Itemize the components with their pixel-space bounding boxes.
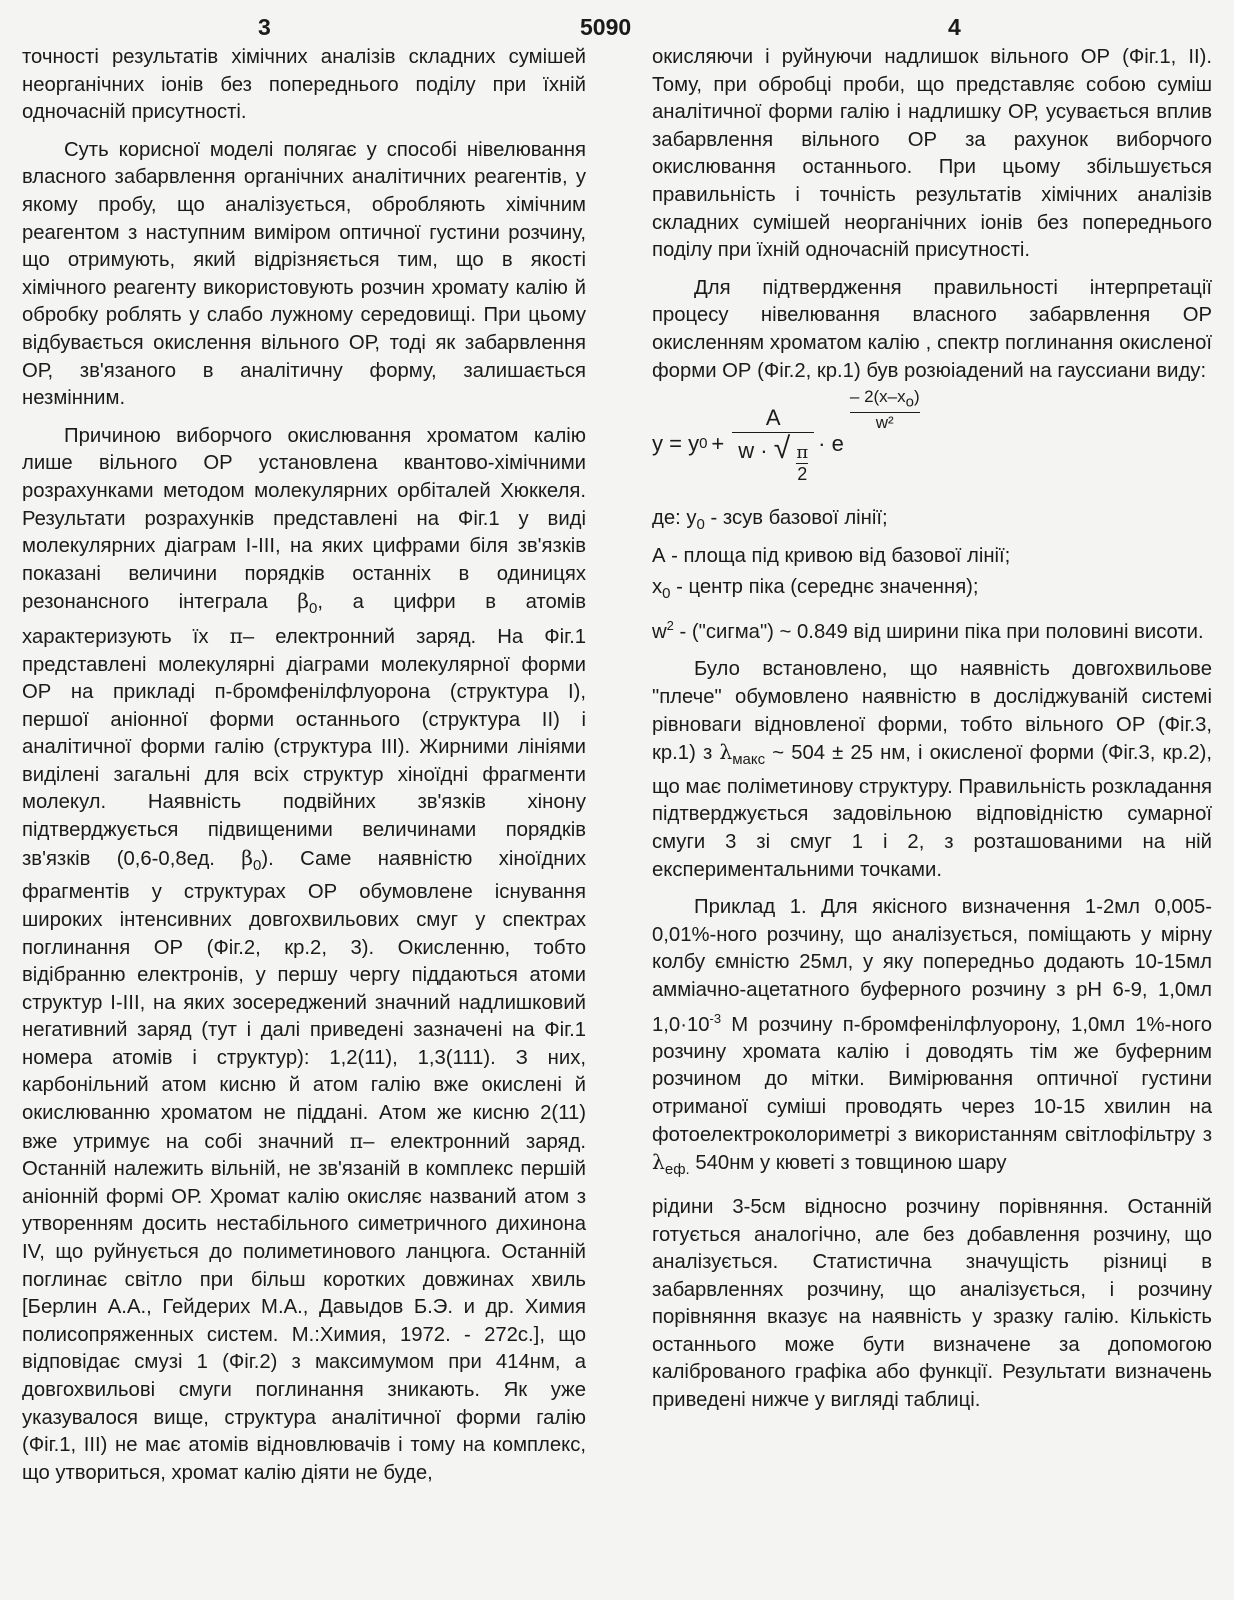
formula-two: 2: [797, 463, 808, 484]
left-paragraph-3: [22, 423, 586, 1488]
left-paragraph-1: точності результатів хімічних аналізів складних сумішей неорганічних іонів без попереднього поділу при їхній одночасній присутності.: [22, 46, 586, 124]
concentration-exponent: -3: [709, 1010, 722, 1026]
left-p3-part-a: Причиною виборчого окислювання хроматом калію лише вільного ОР установлена квантово-хімічними розрахунками методом молекулярних орбіталей Хюккеля. Результати розрахунків представлені на Фіг.1 у виді молекулярних діаграм I-III, на яких цифрами біля зв'язків показані величини порядків останніх в одиницях резонансного інтеграла: [22, 424, 586, 614]
right-paragraph-1: окисляючи і руйнуючи надлишок вільного ОР (Фіг.1, II). Тому, при обробці проби, що представляє собою суміш аналітичної форми галію і надлишку ОР, усувається вплив забарвлення вільного ОР за рахунок виборчого окислювання останнього. При цьому збільшується правильність і точність результатів хімічних аналізів складних сумішей неорганічних іонів без попереднього поділу при їхній одночасній присутності.: [652, 46, 1212, 262]
formula-exponent: [850, 387, 920, 433]
right-p4-part-c: 540нм у кюветі з товщиною шару: [695, 1152, 1007, 1175]
left-p3-part-c: – електронний заряд. На Фіг.1 представлені молекулярні діаграми молекулярної форми ОР на прикладі п-бромфенілфлуорона (структура I), першої аніонної форми останнього (структура II) і аналітичної форми галію (структура III). Жирними лініями виділені загальні для всіх структур хіноїдні фрагменти молекул. Наявність подвійних зв'язків хінону підтверджується підвищеними величинами порядків зв'язків (0,6-0,8ед.: [22, 625, 587, 870]
formula-exponent-numerator: [850, 387, 920, 412]
right-p4-part-a: Приклад 1. Для якісного визначення 1-2мл 0,005-0,01%-ного розчину, що аналізується, поміщають у мірну колбу ємністю 25мл, у яку попередньо додають 10-15мл амміачно-ацетатного буферного розчину з рН 6-9, 1,0мл 1,0·10: [652, 896, 1212, 1036]
legend-a: [652, 543, 1212, 571]
right-p4-part-b: М розчину п-бромфенілфлуорону, 1,0мл 1%-ного розчину хромата калію і доводять тім же буферним розчином до мітки. Вимірювання оптичної густини отриманої суміші проводять через 10-15 хвилин на фотоелектроколориметрі з використанням світлофільтру з: [652, 1013, 1212, 1146]
legend-x0-sub: 0: [662, 585, 671, 603]
right-paragraph-5: рідини 3-5см відносно розчину порівняння. Останній готується аналогічно, але без добавлення розчину, що аналізується. Статистична значущість різниці в забарвленнях розчину, що аналізується, і розчину порівняння вказує на наявність у зразку галію. Кількість останнього може бути визначене за допомогою каліброваного графіка або функції. Результати визначень приведені нижче у вигляді таблиці.: [652, 1195, 1212, 1412]
beta-symbol: β: [297, 589, 310, 614]
legend-w2-text: - ("сигма") ~ 0.849 від ширини піка при половині висоти.: [679, 620, 1204, 643]
sqrt-icon: √: [773, 431, 791, 465]
legend-w2-symbol: w: [652, 620, 667, 643]
right-paragraph-4: [652, 894, 1212, 1184]
legend-y0: [652, 505, 1212, 539]
formula-fraction: [732, 404, 814, 484]
right-paragraph-3: [652, 656, 1212, 884]
formula-lhs: y = y: [652, 431, 700, 457]
left-p3-part-b: , а цифри в атомів характеризують їх: [22, 591, 586, 648]
formula-legend: [652, 505, 1212, 646]
formula-exp-num: 2(x–x: [864, 386, 906, 406]
beta-symbol-2: β: [241, 845, 253, 870]
legend-a-text: - площа під кривою від базової лінії;: [671, 544, 1011, 567]
page-number-left: 3: [258, 14, 271, 40]
legend-y0-sub: 0: [696, 516, 705, 534]
right-p3-part-b: ~ 504 ± 25 нм, і окисленої форми (Фіг.3, кр.2), що має поліметинову структуру. Правильність розкладання підтверджується задовільною відповідністю сумарної смуги 3 зі смуг 1 і 2, з розташованими на ній експериментальними точками.: [652, 742, 1212, 881]
legend-prefix: де:: [652, 507, 681, 530]
formula-exp-num-close: ): [913, 386, 920, 406]
formula-den-w: w ·: [738, 437, 768, 463]
formula-denominator: [732, 432, 814, 484]
left-column: [22, 44, 586, 1487]
legend-x0-symbol: x: [652, 576, 663, 599]
legend-w2-sup: 2: [666, 618, 674, 633]
left-p3-part-d: ). Саме наявністю хіноїдних фрагментів у структурах ОР обумовлене існування широких інтенсивних довгохвильових смуг у спектрах поглинання ОР (Фіг.2, кр.2, 3). Окисленню, тобто відібранню електронів, у першу чергу піддаються атоми структур I-III, на яких зосереджений значний надлишковий негативний заряд (тут і далі приведені зазначені на Фіг.1 номера атомів і структур): 1,2(11), 1,3(111). З них, карбонільний атом кисню й атом галію вже окислені й окислюванню хроматом не піддані. Атом же кисню 2(11) вже утримує на собі значний: [22, 847, 586, 1153]
legend-a-symbol: А: [652, 544, 666, 567]
patent-number: 5090: [580, 14, 632, 40]
formula-plus: +: [711, 431, 725, 457]
formula-dot-e: · e: [818, 431, 844, 457]
formula-numerator: A: [765, 405, 781, 431]
formula-exp-num-sub: o: [905, 393, 914, 411]
right-column: [652, 44, 1212, 1415]
formula-lhs-sub: 0: [699, 435, 708, 453]
gaussian-formula: [652, 386, 1212, 499]
lambda-subscript: макс: [732, 751, 766, 769]
formula-exp-den: w²: [875, 413, 894, 433]
left-paragraph-2: Суть корисної моделі полягає у способі нівелювання власного забарвлення органічних аналітичних реагентів, у якому пробу, що аналізується, обробляють хімічним реагентом з наступним виміром оптичної густини розчину, що отримують, який відрізняється тим, що в якості хімічного реагенту використовують розчин хромату калію й обробку роблять у слабо лужному середовищі. При цьому відбувається окислення вільного ОР, тоді як забарвлення ОР, зв'язаного в аналітичну форму, залишається незмінним.: [22, 138, 586, 410]
beta-subscript: 0: [309, 600, 318, 618]
legend-x0-text: - центр піка (середнє значення);: [676, 576, 979, 599]
pi-symbol: π: [229, 623, 243, 648]
formula-pi: π: [796, 441, 809, 463]
legend-y0-text: - зсув базової лінії;: [710, 507, 888, 530]
right-p3-part-a: Було встановлено, що наявність довгохвильове "плече" обумовлено наявністю в досліджуваній системі рівноваги відновленої форми, тобто вільного ОР (Фіг.3, кр.1) з: [652, 658, 1212, 765]
lambda-symbol: λ: [719, 740, 733, 765]
lambda-subscript-2: еф.: [664, 1161, 690, 1179]
legend-x0: [652, 574, 1212, 608]
formula-exp-minus: –: [849, 386, 860, 406]
beta-subscript-2: 0: [253, 856, 262, 874]
left-p3-part-e: – електронний заряд. Останній належить вільній, не зв'язаній в комплекс першій аніонній формі ОР. Хромат калію окисляє названий атом з утворенням досить нестабільного симетричного дихинона IV, що руйнується до полиметинового ланцюга. Останній поглинає світло при більш коротких довжинах хвиль [Берлин А.А., Гейдерих М.А., Давыдов Б.Э. и др. Химия полисопряженных систем. М.:Химия, 1972. - 272с.], що відповідає смузі 1 (Фіг.2) з максимумом при 414нм, а довгохвильові смуги поглинання зникають. Як уже указувалося вище, структура аналітичної форми галію (Фіг.1, III) не має атомів відновлювачів і тому на комплекс, що утвориться, хромат калію діяти не буде,: [22, 1130, 587, 1484]
page-number-right: 4: [948, 14, 961, 40]
legend-w2: [652, 612, 1212, 646]
lambda-symbol-2: λ: [652, 1150, 665, 1175]
right-paragraph-2: Для підтвердження правильності інтерпретації процесу нівелювання власного забарвлення ОР окисленням хроматом калію , спектр поглинання окисленої форми ОР (Фіг.2, кр.1) був розюіадений на гауссиани виду:: [652, 276, 1212, 382]
formula-sqrt-fraction: [796, 443, 808, 484]
pi-symbol-2: π: [349, 1128, 364, 1153]
legend-y0-symbol: y: [686, 507, 697, 530]
